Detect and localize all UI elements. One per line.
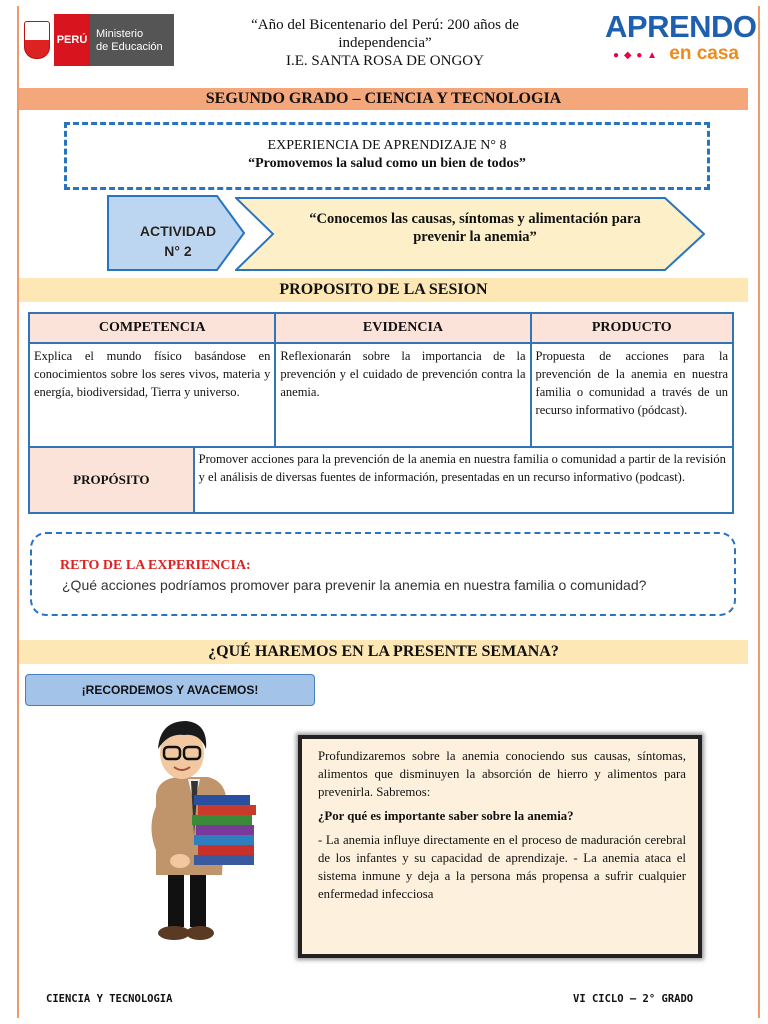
reto-box: [30, 532, 736, 616]
footer-subject: CIENCIA Y TECNOLOGIA: [46, 993, 173, 1005]
header-motto-line2: independencia”: [338, 35, 432, 51]
proposito-band: PROPOSITO DE LA SESION: [19, 278, 748, 302]
header-motto-line1: “Año del Bicentenario del Perú: 200 años de: [251, 17, 519, 33]
minedu-logo: [24, 14, 176, 66]
activity-title: “Conocemos las causas, síntomas y alimentación para prevenir la anemia”: [309, 211, 641, 245]
experience-box: [64, 122, 710, 190]
weekly-content-box: [298, 735, 702, 958]
footer-cycle: VI CICLO – 2° GRADO: [573, 993, 694, 1005]
content-intro: Profundizaremos sobre la anemia conociendo sus causas, síntomas, alimentos que disminuyen la absorción de hierro y alimentos para prevenirla. Sabremos:: [318, 749, 686, 799]
cell-producto: Propuesta de acciones para la prevención de la anemia en nuestra familia o comunidad a través de un recurso informativo (pódcast).: [531, 343, 733, 447]
content-answer: - La anemia influye directamente en el proceso de maduración cerebral de los infantes y su capacidad de aprendizaje. - La anemia ataca el sistema inmune y deja a la persona más propensa a sufrir cualquier enfermedad infecciosa: [318, 833, 686, 901]
session-purpose-table: [28, 312, 734, 448]
proposito-label: PROPÓSITO: [29, 447, 194, 513]
grade-band: SEGUNDO GRADO – CIENCIA Y TECNOLOGIA: [19, 88, 748, 110]
reto-question: ¿Qué acciones podríamos promover para prevenir la anemia en nuestra familia o comunidad?: [62, 577, 647, 593]
peru-shield-icon: [24, 21, 50, 59]
semana-band: ¿QUÉ HAREMOS EN LA PRESENTE SEMANA?: [19, 640, 748, 664]
content-question: ¿Por qué es importante saber sobre la anemia?: [318, 809, 574, 823]
header-evidencia: EVIDENCIA: [275, 313, 530, 343]
cell-competencia: Explica el mundo físico basándose en conocimientos sobre los seres vivos, materia y energía, biodiversidad, Tierra y universo.: [29, 343, 275, 447]
proposito-text: Promover acciones para la prevención de la anemia en nuestra familia o comunidad a partir de la revisión y el análisis de diversas fuentes de información, presentadas en un recurso informativo (podcast).: [194, 447, 733, 513]
reto-title: RETO DE LA EXPERIENCIA:: [60, 558, 251, 573]
header-producto: PRODUCTO: [531, 313, 733, 343]
school-name: I.E. SANTA ROSA DE ONGOY: [286, 53, 484, 69]
experience-number: EXPERIENCIA DE APRENDIZAJE N° 8: [267, 138, 507, 153]
logo-dots-icon: ● ◆ ● ▲: [613, 50, 659, 61]
teacher-with-books-icon: [138, 715, 270, 947]
header-competencia: COMPETENCIA: [29, 313, 275, 343]
experience-title: “Promovemos la salud como un bien de todos”: [248, 156, 526, 171]
logo-ministerio: Ministerio de Educación: [90, 14, 174, 66]
activity-label: ACTIVIDAD N° 2: [139, 223, 217, 259]
recordemos-label: ¡RECORDEMOS Y AVACEMOS!: [25, 674, 315, 706]
proposito-row: [28, 446, 734, 514]
logo-peru-text: PERÚ: [54, 14, 90, 66]
aprendo-en-casa-logo: APRENDO ● ◆ ● ▲ en casa: [605, 9, 757, 64]
cell-evidencia: Reflexionarán sobre la importancia de la prevención y el cuidado de prevención contra la anemia.: [275, 343, 530, 447]
